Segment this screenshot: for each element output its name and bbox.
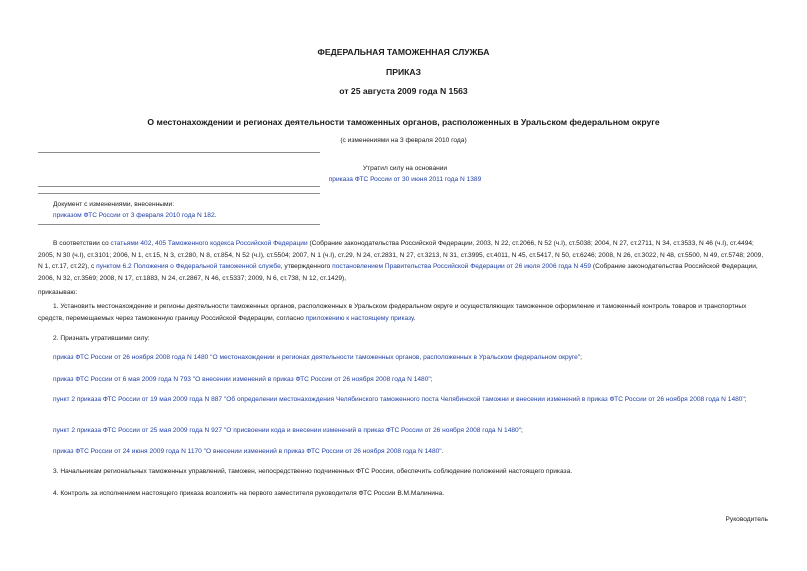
doc-changes-suffix: . <box>214 212 217 219</box>
signature-title: Руководитель <box>725 516 768 523</box>
preamble-text: (Собрание законодательства Российской Федерации, 2003, N 22, ст.2066, N 52 (ч.I), ст.5038; 2004, N 27, ст.2711, N 34, ст.3533, N 46 (ч.I), ст.4494; 2005, N 30 (ч.I), ст.3101; 2006, N 1, ст.15, N 3, ст.280, N 8, ст.854, N 52 (ч.I), ст.5504; 2007, N 1 (ч.I), ст.29, N 24, ст.2831, N 27, ст.3213, N 31, ст.3995, ст.4011, N 45, ст.5417, N 50, ст.6246; 2008, N 26, ст.3022, N 48, ст.5500, N 49, ст.5748; 2009, N 1, ст.17, ст.22), с <box>38 240 764 271</box>
doc-changes-block <box>53 199 216 221</box>
repealed-item-suffix: ; <box>744 396 747 403</box>
item-3-paragraph: 3. Начальникам региональных таможенных управлений, таможен, непосредственно подчиненных ФТС России, обеспечить соблюдение положений настоящего приказа. <box>53 468 573 475</box>
repealed-item <box>38 374 768 386</box>
repealed-order-link[interactable]: приказ ФТС России от 24 июня 2009 года N 1170 "О внесении изменений в приказ ФТС России от 26 ноября 2008 года N 1480" <box>53 448 442 455</box>
changes-note: (с изменениями на 3 февраля 2010 года) <box>340 137 467 144</box>
repealed-order-link[interactable]: пункт 2 приказа ФТС России от 25 мая 2009 года N 927 "О присвоении кода и внесении изменений в приказ ФТС России от 26 ноября 2008 года N 1480" <box>53 427 522 434</box>
repeal-link[interactable]: приказа ФТС России от 30 июня 2011 года N 1389 <box>328 176 482 183</box>
repealed-item <box>38 352 768 364</box>
repealed-item <box>38 446 768 458</box>
repealed-item-suffix: ; <box>521 427 523 434</box>
item-1-text: 1. Установить местонахождение и регионы деятельности таможенных органов, расположенных в Уральском федеральном округе и осуществляющих таможенное оформление и таможенный контроль товаров и транспортных средств, перемещаемых через таможенную границу Российской Федерации, согласно <box>38 303 747 322</box>
repealed-order-link[interactable]: приказ ФТС России от 26 ноября 2008 года N 1480 "О местонахождении и регионах деятельности таможенных органов, расположенных в Уральском федеральном округе" <box>53 354 581 361</box>
divider <box>38 186 320 187</box>
doc-changes-label: Документ с изменениями, внесенными: <box>53 201 175 208</box>
item-1-paragraph <box>38 301 768 324</box>
customs-code-link[interactable]: статьями 402, 405 Таможенного кодекса Российской Федерации <box>110 240 308 247</box>
divider <box>38 224 320 225</box>
preamble-text: (Собрание законодательства Российской Федерации, 2006, N 32, ст.3569; 2008, N 17, ст.1883, N 24, ст.2867, N 46, ст.5337; 2009, N 6, ст.738, N 12, ст.1429), <box>38 263 758 282</box>
repealed-item <box>38 394 768 406</box>
item-1-suffix: . <box>413 314 416 322</box>
preamble-paragraph <box>38 238 768 284</box>
divider <box>38 152 320 153</box>
item-2-label: 2. Признать утратившими силу: <box>53 335 150 342</box>
orders-label: приказываю: <box>38 289 78 296</box>
fts-regulation-link[interactable]: пунктом 6.2 Положения о Федеральной таможенной службе <box>96 263 281 271</box>
repeal-note <box>312 163 498 185</box>
preamble-text: В соответствии со <box>53 240 111 247</box>
doc-changes-link[interactable]: приказом ФТС России от 3 февраля 2010 года N 182 <box>53 212 215 219</box>
item-4-paragraph: 4. Контроль за исполнением настоящего приказа возложить на первого заместителя руководителя ФТС России В.М.Малинина. <box>53 490 445 497</box>
appendix-link[interactable]: приложению к настоящему приказу <box>305 314 414 322</box>
repealed-item-suffix: . <box>441 448 444 455</box>
repealed-order-link[interactable]: пункт 2 приказа ФТС России от 19 мая 2009 года N 887 "Об определении местонахождения Челябинского таможенного поста Челябинской таможни и внесении изменений в приказ ФТС России от 26 ноября 2008 года N 1480" <box>53 396 745 403</box>
date-number-heading: от 25 августа 2009 года N 1563 <box>339 86 468 96</box>
repealed-order-link[interactable]: приказ ФТС России от 6 мая 2009 года N 793 "О внесении изменений в приказ ФТС России от 26 ноября 2008 года N 1480" <box>53 376 431 383</box>
repeal-label: Утратил силу на основании <box>362 165 448 172</box>
repealed-item <box>38 425 768 437</box>
repealed-item-suffix: ; <box>430 376 433 383</box>
preamble-text: , утвержденного <box>280 263 333 271</box>
repealed-item-suffix: ; <box>580 354 582 361</box>
document-title: О местонахождении и регионах деятельности таможенных органов, расположенных в Уральском федеральном округе <box>147 117 660 127</box>
government-decree-link[interactable]: постановлением Правительства Российской Федерации от 26 июля 2006 года N 459 <box>332 263 592 271</box>
org-heading: ФЕДЕРАЛЬНАЯ ТАМОЖЕННАЯ СЛУЖБА <box>317 47 490 57</box>
divider <box>38 193 320 194</box>
doc-type-heading: ПРИКАЗ <box>386 67 421 77</box>
